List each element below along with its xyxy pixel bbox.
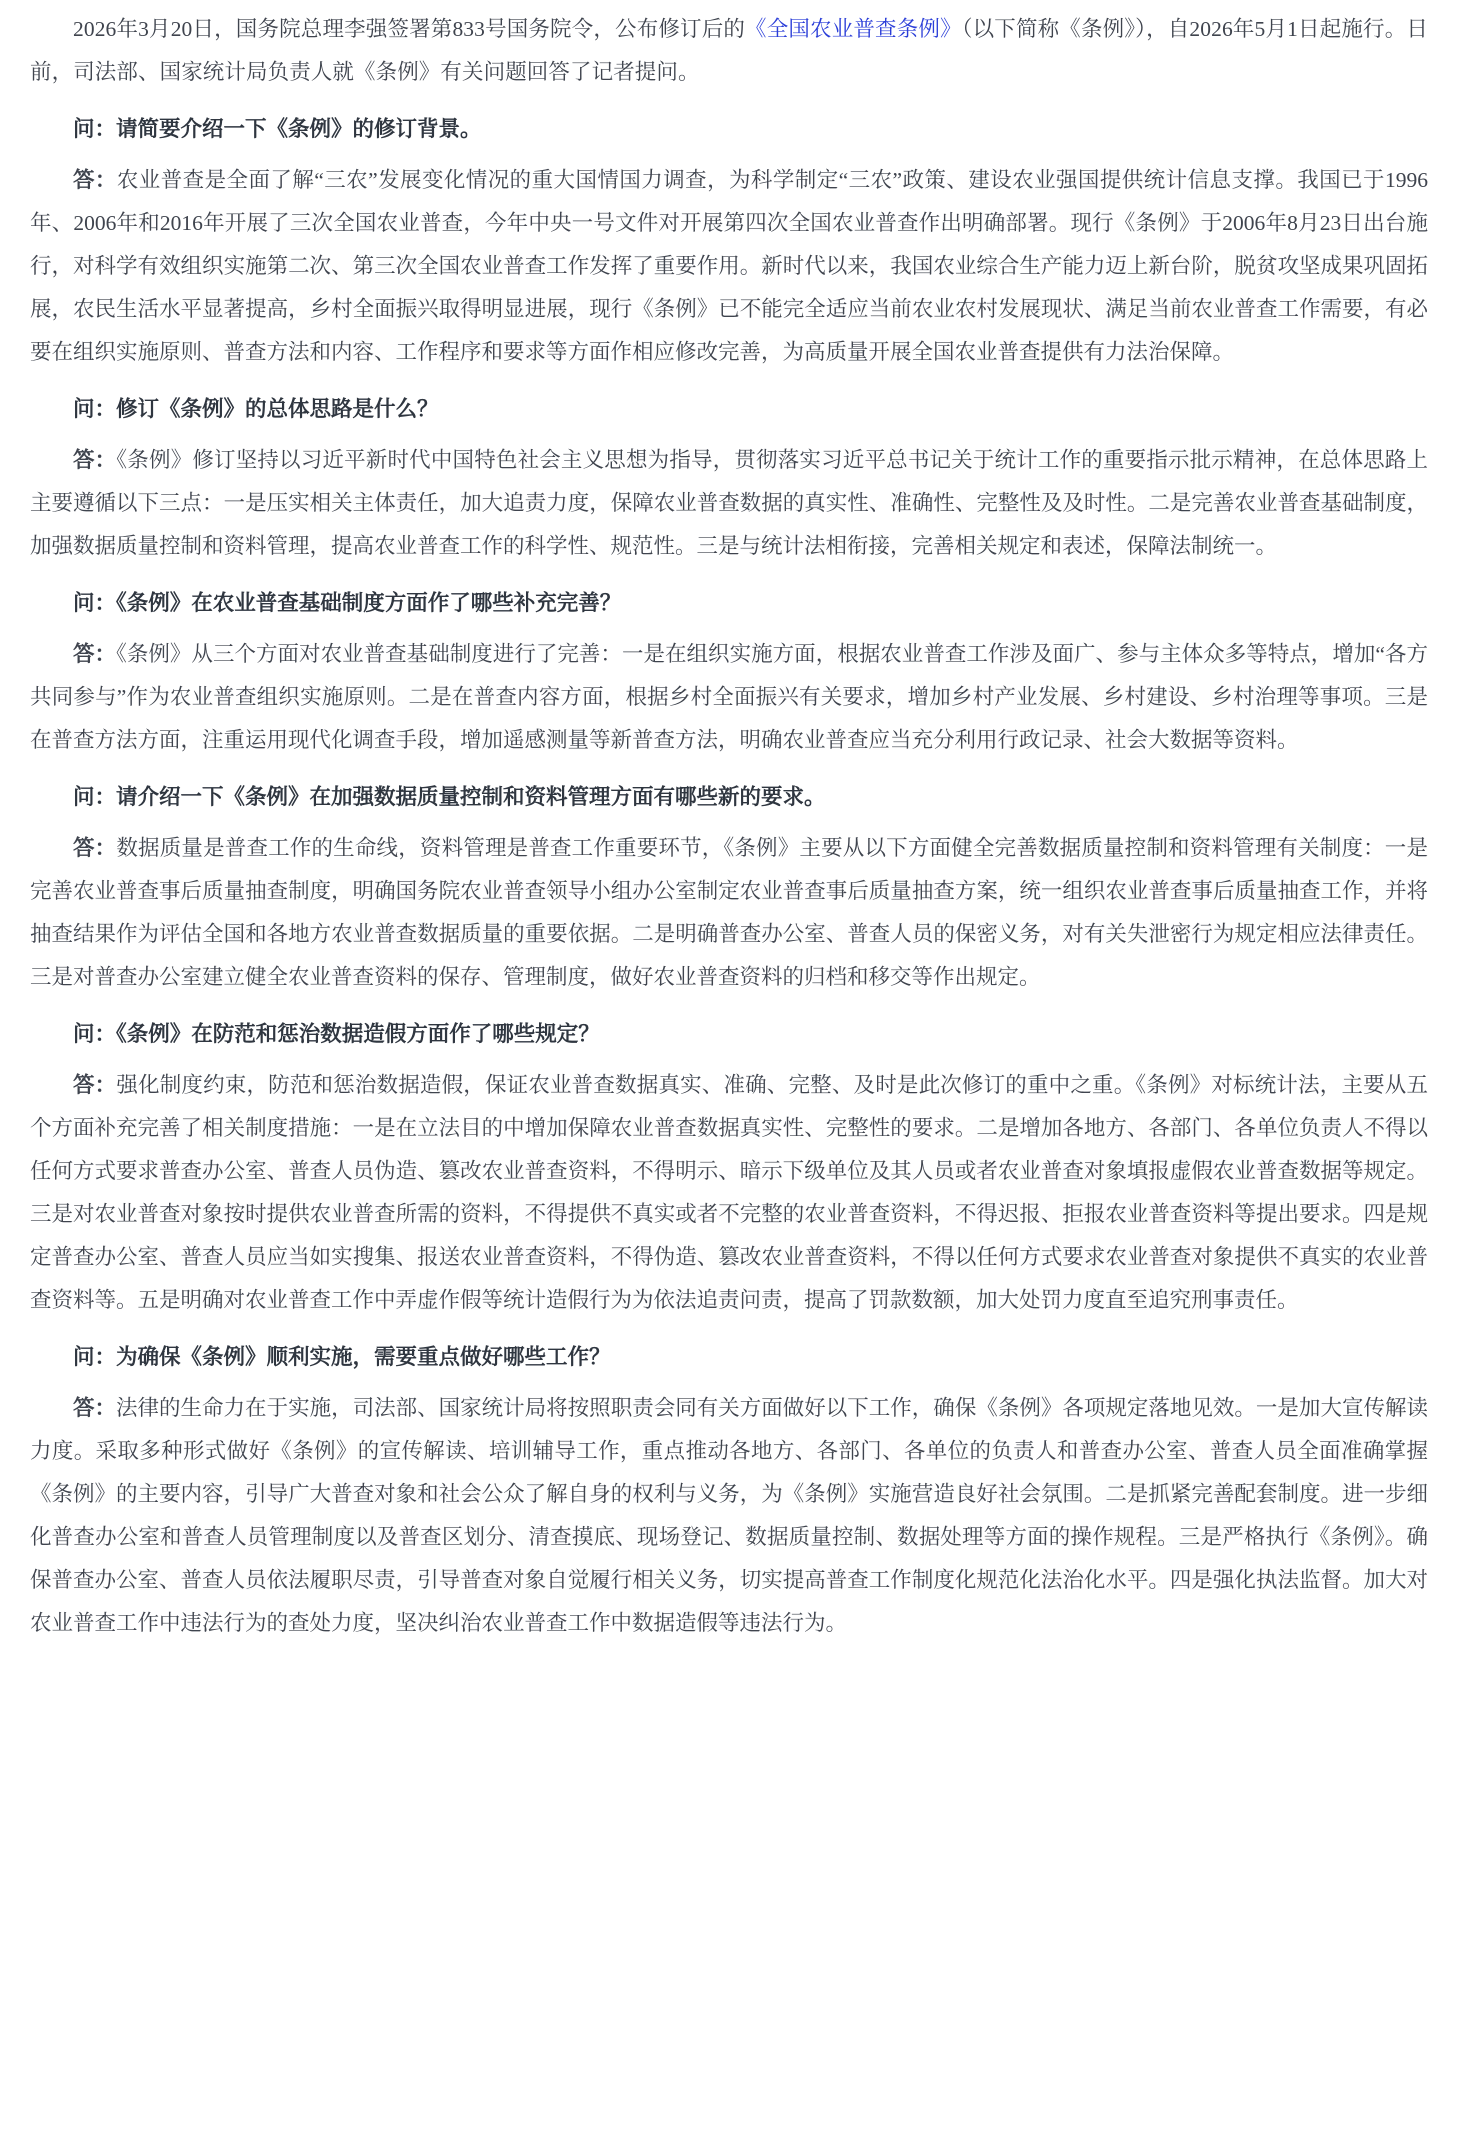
answer-text-6: 法律的生命力在于实施，司法部、国家统计局将按照职责会同有关方面做好以下工作，确保《条例》各项规定落地见效。一是加大宣传解读力度。采取多种形式做好《条例》的宣传解读、培训辅导工作，重点推动各地方、各部门、各单位的负责人和普查办公室、普查人员全面准确掌握《条例》的主要内容，引导广大普查对象和社会公众了解自身的权利与义务，为《条例》实施营造良好社会氛围。二是抓紧完善配套制度。进一步细化普查办公室和普查人员管理制度以及普查区划分、清查摸底、现场登记、数据质量控制、数据处理等方面的操作规程。三是严格执行《条例》。确保普查办公室、普查人员依法履职尽责，引导普查对象自觉履行相关义务，切实提高普查工作制度化规范化法治化水平。四是强化执法监督。加大对农业普查工作中违法行为的查处力度，坚决纠治农业普查工作中数据造假等违法行为。 bbox=[30, 1396, 1428, 1635]
question-text-6: 为确保《条例》顺利实施，需要重点做好哪些工作？ bbox=[116, 1345, 611, 1369]
question-label-2: 问： bbox=[73, 397, 117, 421]
question-text-2: 修订《条例》的总体思路是什么？ bbox=[116, 397, 439, 421]
regulation-link[interactable]: 《全国农业普查条例》 bbox=[745, 17, 962, 41]
intro-paragraph bbox=[30, 8, 1428, 94]
answer-text-1: 农业普查是全面了解“三农”发展变化情况的重大国情国力调查，为科学制定“三农”政策、建设农业强国提供统计信息支撑。我国已于1996年、2006年和2016年开展了三次全国农业普查，今年中央一号文件对开展第四次全国农业普查作出明确部署。现行《条例》于2006年8月23日出台施行，对科学有效组织实施第二次、第三次全国农业普查工作发挥了重要作用。新时代以来，我国农业综合生产能力迈上新台阶，脱贫攻坚成果巩固拓展，农民生活水平显著提高，乡村全面振兴取得明显进展，现行《条例》已不能完全适应当前农业农村发展现状、满足当前农业普查工作需要，有必要在组织实施原则、普查方法和内容、工作程序和要求等方面作相应修改完善，为高质量开展全国农业普查提供有力法治保障。 bbox=[30, 168, 1428, 364]
answer-label-6: 答： bbox=[73, 1396, 117, 1420]
question-label-5: 问： bbox=[73, 1022, 117, 1046]
qa-block-6 bbox=[30, 1336, 1428, 1645]
question-heading-5 bbox=[30, 1013, 1428, 1056]
question-text-4: 请介绍一下《条例》在加强数据质量控制和资料管理方面有哪些新的要求。 bbox=[116, 785, 826, 809]
answer-label-5: 答： bbox=[73, 1073, 117, 1097]
answer-label-4: 答： bbox=[73, 836, 117, 860]
qa-block-3 bbox=[30, 582, 1428, 762]
intro-text-after-link: （以下简称《条例》），自2026年5月1日起施行。日前，司法部、国家统计局负责人就《条例》有关问题回答了记者提问。 bbox=[30, 17, 1428, 84]
qa-block-5 bbox=[30, 1013, 1428, 1322]
answer-paragraph-6 bbox=[30, 1387, 1428, 1645]
question-heading-2 bbox=[30, 388, 1428, 431]
question-text-3: 《条例》在农业普查基础制度方面作了哪些补充完善？ bbox=[116, 591, 622, 615]
question-text-1: 请简要介绍一下《条例》的修订背景。 bbox=[116, 117, 482, 141]
qa-block-4 bbox=[30, 776, 1428, 999]
answer-text-5: 强化制度约束，防范和惩治数据造假，保证农业普查数据真实、准确、完整、及时是此次修订的重中之重。《条例》对标统计法，主要从五个方面补充完善了相关制度措施：一是在立法目的中增加保障农业普查数据真实性、完整性的要求。二是增加各地方、各部门、各单位负责人不得以任何方式要求普查办公室、普查人员伪造、篡改农业普查资料，不得明示、暗示下级单位及其人员或者农业普查对象填报虚假农业普查数据等规定。三是对农业普查对象按时提供农业普查所需的资料，不得提供不真实或者不完整的农业普查资料，不得迟报、拒报农业普查资料等提出要求。四是规定普查办公室、普查人员应当如实搜集、报送农业普查资料，不得伪造、篡改农业普查资料，不得以任何方式要求农业普查对象提供不真实的农业普查资料等。五是明确对农业普查工作中弄虚作假等统计造假行为为依法追责问责，提高了罚款数额，加大处罚力度直至追究刑事责任。 bbox=[30, 1073, 1428, 1312]
question-label-4: 问： bbox=[73, 785, 117, 809]
answer-paragraph-4 bbox=[30, 827, 1428, 999]
intro-text-before-link: 2026年3月20日，国务院总理李强签署第833号国务院令，公布修订后的 bbox=[73, 17, 746, 41]
answer-label-1: 答： bbox=[73, 168, 117, 192]
question-text-5: 《条例》在防范和惩治数据造假方面作了哪些规定？ bbox=[116, 1022, 600, 1046]
answer-paragraph-2 bbox=[30, 439, 1428, 568]
answer-label-2: 答： bbox=[73, 448, 117, 472]
question-heading-3 bbox=[30, 582, 1428, 625]
answer-text-2: 《条例》修订坚持以习近平新时代中国特色社会主义思想为指导，贯彻落实习近平总书记关于统计工作的重要指示批示精神，在总体思路上主要遵循以下三点：一是压实相关主体责任，加大追责力度，保障农业普查数据的真实性、准确性、完整性及及时性。二是完善农业普查基础制度，加强数据质量控制和资料管理，提高农业普查工作的科学性、规范性。三是与统计法相衔接，完善相关规定和表述，保障法制统一。 bbox=[30, 448, 1428, 558]
question-heading-6 bbox=[30, 1336, 1428, 1379]
answer-paragraph-3 bbox=[30, 633, 1428, 762]
answer-text-4: 数据质量是普查工作的生命线，资料管理是普查工作重要环节，《条例》主要从以下方面健全完善数据质量控制和资料管理有关制度：一是完善农业普查事后质量抽查制度，明确国务院农业普查领导小组办公室制定农业普查事后质量抽查方案，统一组织农业普查事后质量抽查工作，并将抽查结果作为评估全国和各地方农业普查数据质量的重要依据。二是明确普查办公室、普查人员的保密义务，对有关失泄密行为规定相应法律责任。三是对普查办公室建立健全农业普查资料的保存、管理制度，做好农业普查资料的归档和移交等作出规定。 bbox=[30, 836, 1428, 989]
question-heading-4 bbox=[30, 776, 1428, 819]
answer-label-3: 答： bbox=[73, 642, 117, 666]
question-heading-1 bbox=[30, 108, 1428, 151]
qa-block-1 bbox=[30, 108, 1428, 374]
answer-paragraph-1 bbox=[30, 159, 1428, 374]
answer-paragraph-5 bbox=[30, 1064, 1428, 1322]
question-label-6: 问： bbox=[73, 1345, 117, 1369]
question-label-3: 问： bbox=[73, 591, 117, 615]
answer-text-3: 《条例》从三个方面对农业普查基础制度进行了完善：一是在组织实施方面，根据农业普查工作涉及面广、参与主体众多等特点，增加“各方共同参与”作为农业普查组织实施原则。二是在普查内容方面，根据乡村全面振兴有关要求，增加乡村产业发展、乡村建设、乡村治理等事项。三是在普查方法方面，注重运用现代化调查手段，增加遥感测量等新普查方法，明确农业普查应当充分利用行政记录、社会大数据等资料。 bbox=[30, 642, 1428, 752]
question-label-1: 问： bbox=[73, 117, 117, 141]
qa-block-2 bbox=[30, 388, 1428, 568]
